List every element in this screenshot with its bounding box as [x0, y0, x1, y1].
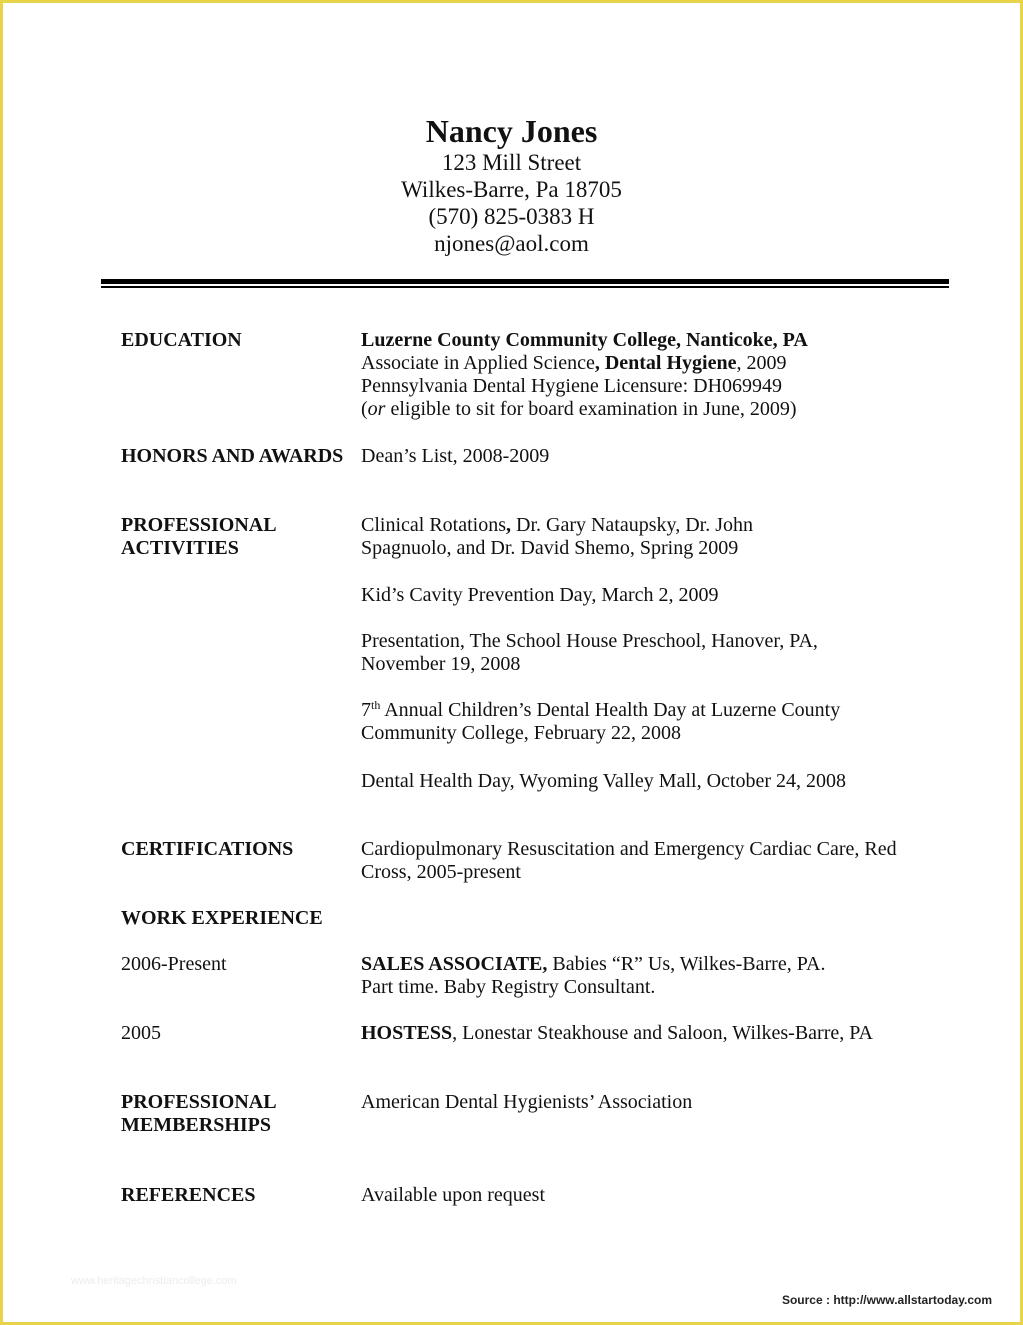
activities-label	[121, 514, 361, 560]
education-label: EDUCATION	[121, 329, 242, 351]
activity-item	[361, 514, 753, 560]
school-name: Luzerne County Community College, Nanticoke, PA	[361, 329, 808, 351]
activity-item-ordinal-suffix: th	[371, 698, 381, 712]
activity-item-text: Kid’s Cavity Prevention Day, March 2, 2009	[361, 584, 719, 606]
references-value: Available upon request	[361, 1184, 546, 1206]
activity-item-text: Clinical Rotations	[361, 514, 506, 536]
eligibility-rest: eligible to sit for board examination in June, 2009)	[385, 398, 797, 420]
activity-item	[361, 770, 951, 793]
watermark-text: www.heritagechristiancollege.com	[71, 1275, 237, 1287]
memberships-value: American Dental Hygienists’ Association	[361, 1091, 693, 1113]
activity-item-comma: ,	[506, 514, 511, 536]
activity-item-text: November 19, 2008	[361, 653, 521, 675]
job-description: Part time. Baby Registry Consultant.	[361, 976, 656, 998]
activity-item-ordinal: 7	[361, 699, 371, 721]
certification-line: Cardiopulmonary Resuscitation and Emergency Cardiac Care, Red	[361, 838, 897, 860]
job-details	[361, 1022, 951, 1045]
certification-line: Cross, 2005-present	[361, 861, 521, 883]
degree-major: , Dental Hygiene	[594, 352, 737, 374]
activity-item	[361, 699, 951, 745]
street-address: 123 Mill Street	[441, 150, 582, 175]
memberships-label-line2: MEMBERSHIPS	[121, 1114, 272, 1136]
phone-number: (570) 825-0383 H	[428, 204, 595, 229]
certifications-value	[361, 838, 951, 884]
eligibility-or: or	[367, 398, 386, 420]
candidate-name: Nancy Jones	[425, 113, 598, 149]
job-dates: 2006-Present	[121, 953, 227, 975]
activity-item-text: Dental Health Day, Wyoming Valley Mall, October 24, 2008	[361, 770, 846, 792]
job-details	[361, 953, 951, 999]
activity-item-text: Community College, February 22, 2008	[361, 722, 681, 744]
activity-item	[361, 584, 951, 607]
activities-label-line2: ACTIVITIES	[121, 537, 239, 559]
degree-year: , 2009	[736, 352, 787, 374]
job-dates: 2005	[121, 1022, 161, 1044]
header-divider-thin	[101, 286, 949, 288]
job-title: HOSTESS	[361, 1022, 453, 1044]
degree-line	[361, 352, 951, 375]
source-credit: Source : http://www.allstartoday.com	[781, 1293, 992, 1307]
activity-item-text: Dr. Gary Nataupsky, Dr. John	[511, 514, 754, 536]
memberships-label	[121, 1091, 361, 1137]
honors-label: HONORS AND AWARDS	[121, 445, 344, 467]
eligibility-line	[361, 398, 951, 421]
education-details	[361, 329, 951, 421]
degree-type: Associate in Applied Science	[361, 352, 595, 374]
job-employer: , Lonestar Steakhouse and Saloon, Wilkes-Barre, PA	[452, 1022, 873, 1044]
references-label: REFERENCES	[121, 1184, 256, 1206]
activity-item-text: Annual Children’s Dental Health Day at Luzerne County	[380, 699, 841, 721]
activity-item-text: Spagnuolo, and Dr. David Shemo, Spring 2009	[361, 537, 739, 559]
header-divider-thick	[101, 279, 949, 284]
activity-item-text: Presentation, The School House Preschool, Hanover, PA,	[361, 630, 818, 652]
activity-item	[361, 630, 951, 676]
resume-page	[3, 3, 1020, 1322]
job-employer: Babies “R” Us, Wilkes-Barre, PA.	[547, 953, 826, 975]
resume-header	[3, 113, 1020, 257]
certifications-label: CERTIFICATIONS	[121, 838, 294, 860]
work-experience-label: WORK EXPERIENCE	[121, 907, 323, 929]
job-title: SALES ASSOCIATE,	[361, 953, 548, 975]
eligibility-open: (	[361, 398, 368, 420]
city-state-zip: Wilkes-Barre, Pa 18705	[401, 177, 622, 202]
license-line: Pennsylvania Dental Hygiene Licensure: DH069949	[361, 375, 783, 397]
activities-label-line1: PROFESSIONAL	[121, 514, 277, 536]
email-address: njones@aol.com	[434, 231, 589, 256]
memberships-label-line1: PROFESSIONAL	[121, 1091, 277, 1113]
honors-value: Dean’s List, 2008-2009	[361, 445, 550, 467]
